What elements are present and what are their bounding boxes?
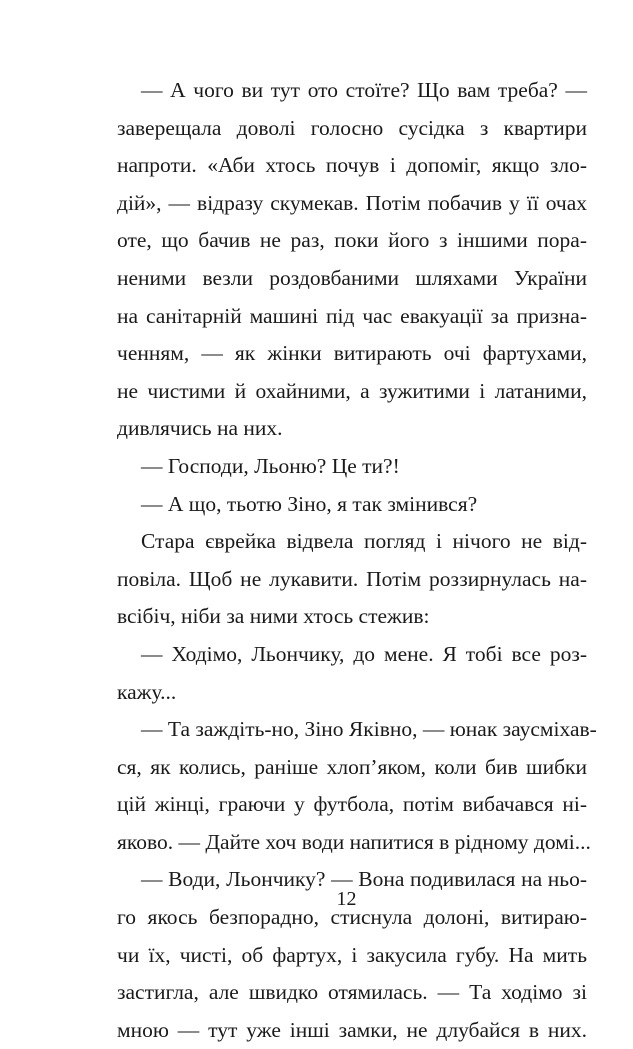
- text-line: дивлячись на них.: [117, 416, 283, 441]
- page-number: 12: [336, 888, 357, 910]
- text-line: мною — тут уже інші замки, не длубайся в них.: [117, 1017, 587, 1042]
- text-line: — А чого ви тут ото стоїте? Що вам треба? —: [141, 78, 587, 102]
- text-line: ченням, — як жінки витирають очі фартухами,: [117, 341, 587, 366]
- text-line: — Ходімо, Льончику, до мене. Я тобі все роз-: [141, 641, 587, 666]
- text-line: неними везли роздовбаними шляхами України: [117, 265, 587, 290]
- text-line: — Води, Льончику? — Вона подивилася на ньо-: [141, 867, 587, 892]
- text-line: Стара єврейка відвела погляд і нічого не від-: [141, 529, 587, 554]
- text-line: ся, як колись, раніше хлоп’яком, коли бив шибки: [117, 754, 587, 779]
- paragraph: [117, 523, 587, 636]
- paragraph: [117, 711, 597, 861]
- text-line: цій жінці, граючи у футбола, потім вибачався ні-: [117, 792, 587, 817]
- text-line: яково. — Дайте хоч води напитися в рідному домі...: [117, 829, 591, 854]
- text-line: го якось безпорадно, стиснула долоні, витираю-: [117, 905, 587, 930]
- text-line: — Господи, Льоню? Це ти?!: [141, 453, 400, 478]
- paragraph: [117, 636, 587, 711]
- text-line: напроти. «Аби хтось почув і допоміг, якщо зло-: [117, 153, 587, 178]
- text-line: — Та заждіть-но, Зіно Яківно, — юнак заусміхав-: [141, 717, 597, 742]
- paragraph: [117, 486, 587, 524]
- text-line: повіла. Щоб не лукавити. Потім роззирнулась на-: [117, 566, 587, 591]
- text-line: — А що, тьотю Зіно, я так змінився?: [141, 491, 478, 516]
- text-line: всібіч, ніби за ними хтось стежив:: [117, 604, 430, 629]
- text-line: дій», — відразу скумекав. Потім побачив у її очах: [117, 190, 587, 215]
- text-line: кажу...: [117, 679, 177, 704]
- paragraph: [117, 448, 587, 486]
- text-line: заверещала доволі голосно сусідка з квартири: [117, 115, 587, 140]
- text-line: чи їх, чисті, об фартух, і закусила губу. На мить: [117, 942, 587, 967]
- text-line: застигла, але швидко отямилась. — Та ходімо зі: [117, 980, 587, 1005]
- text-line: на санітарній машині під час евакуації за призна-: [117, 303, 587, 328]
- paragraph: [117, 72, 587, 448]
- text-line: не чистими й охайними, а зужитими і латаними,: [117, 378, 587, 403]
- text-line: оте, що бачив не раз, поки його з іншими пора-: [117, 228, 587, 253]
